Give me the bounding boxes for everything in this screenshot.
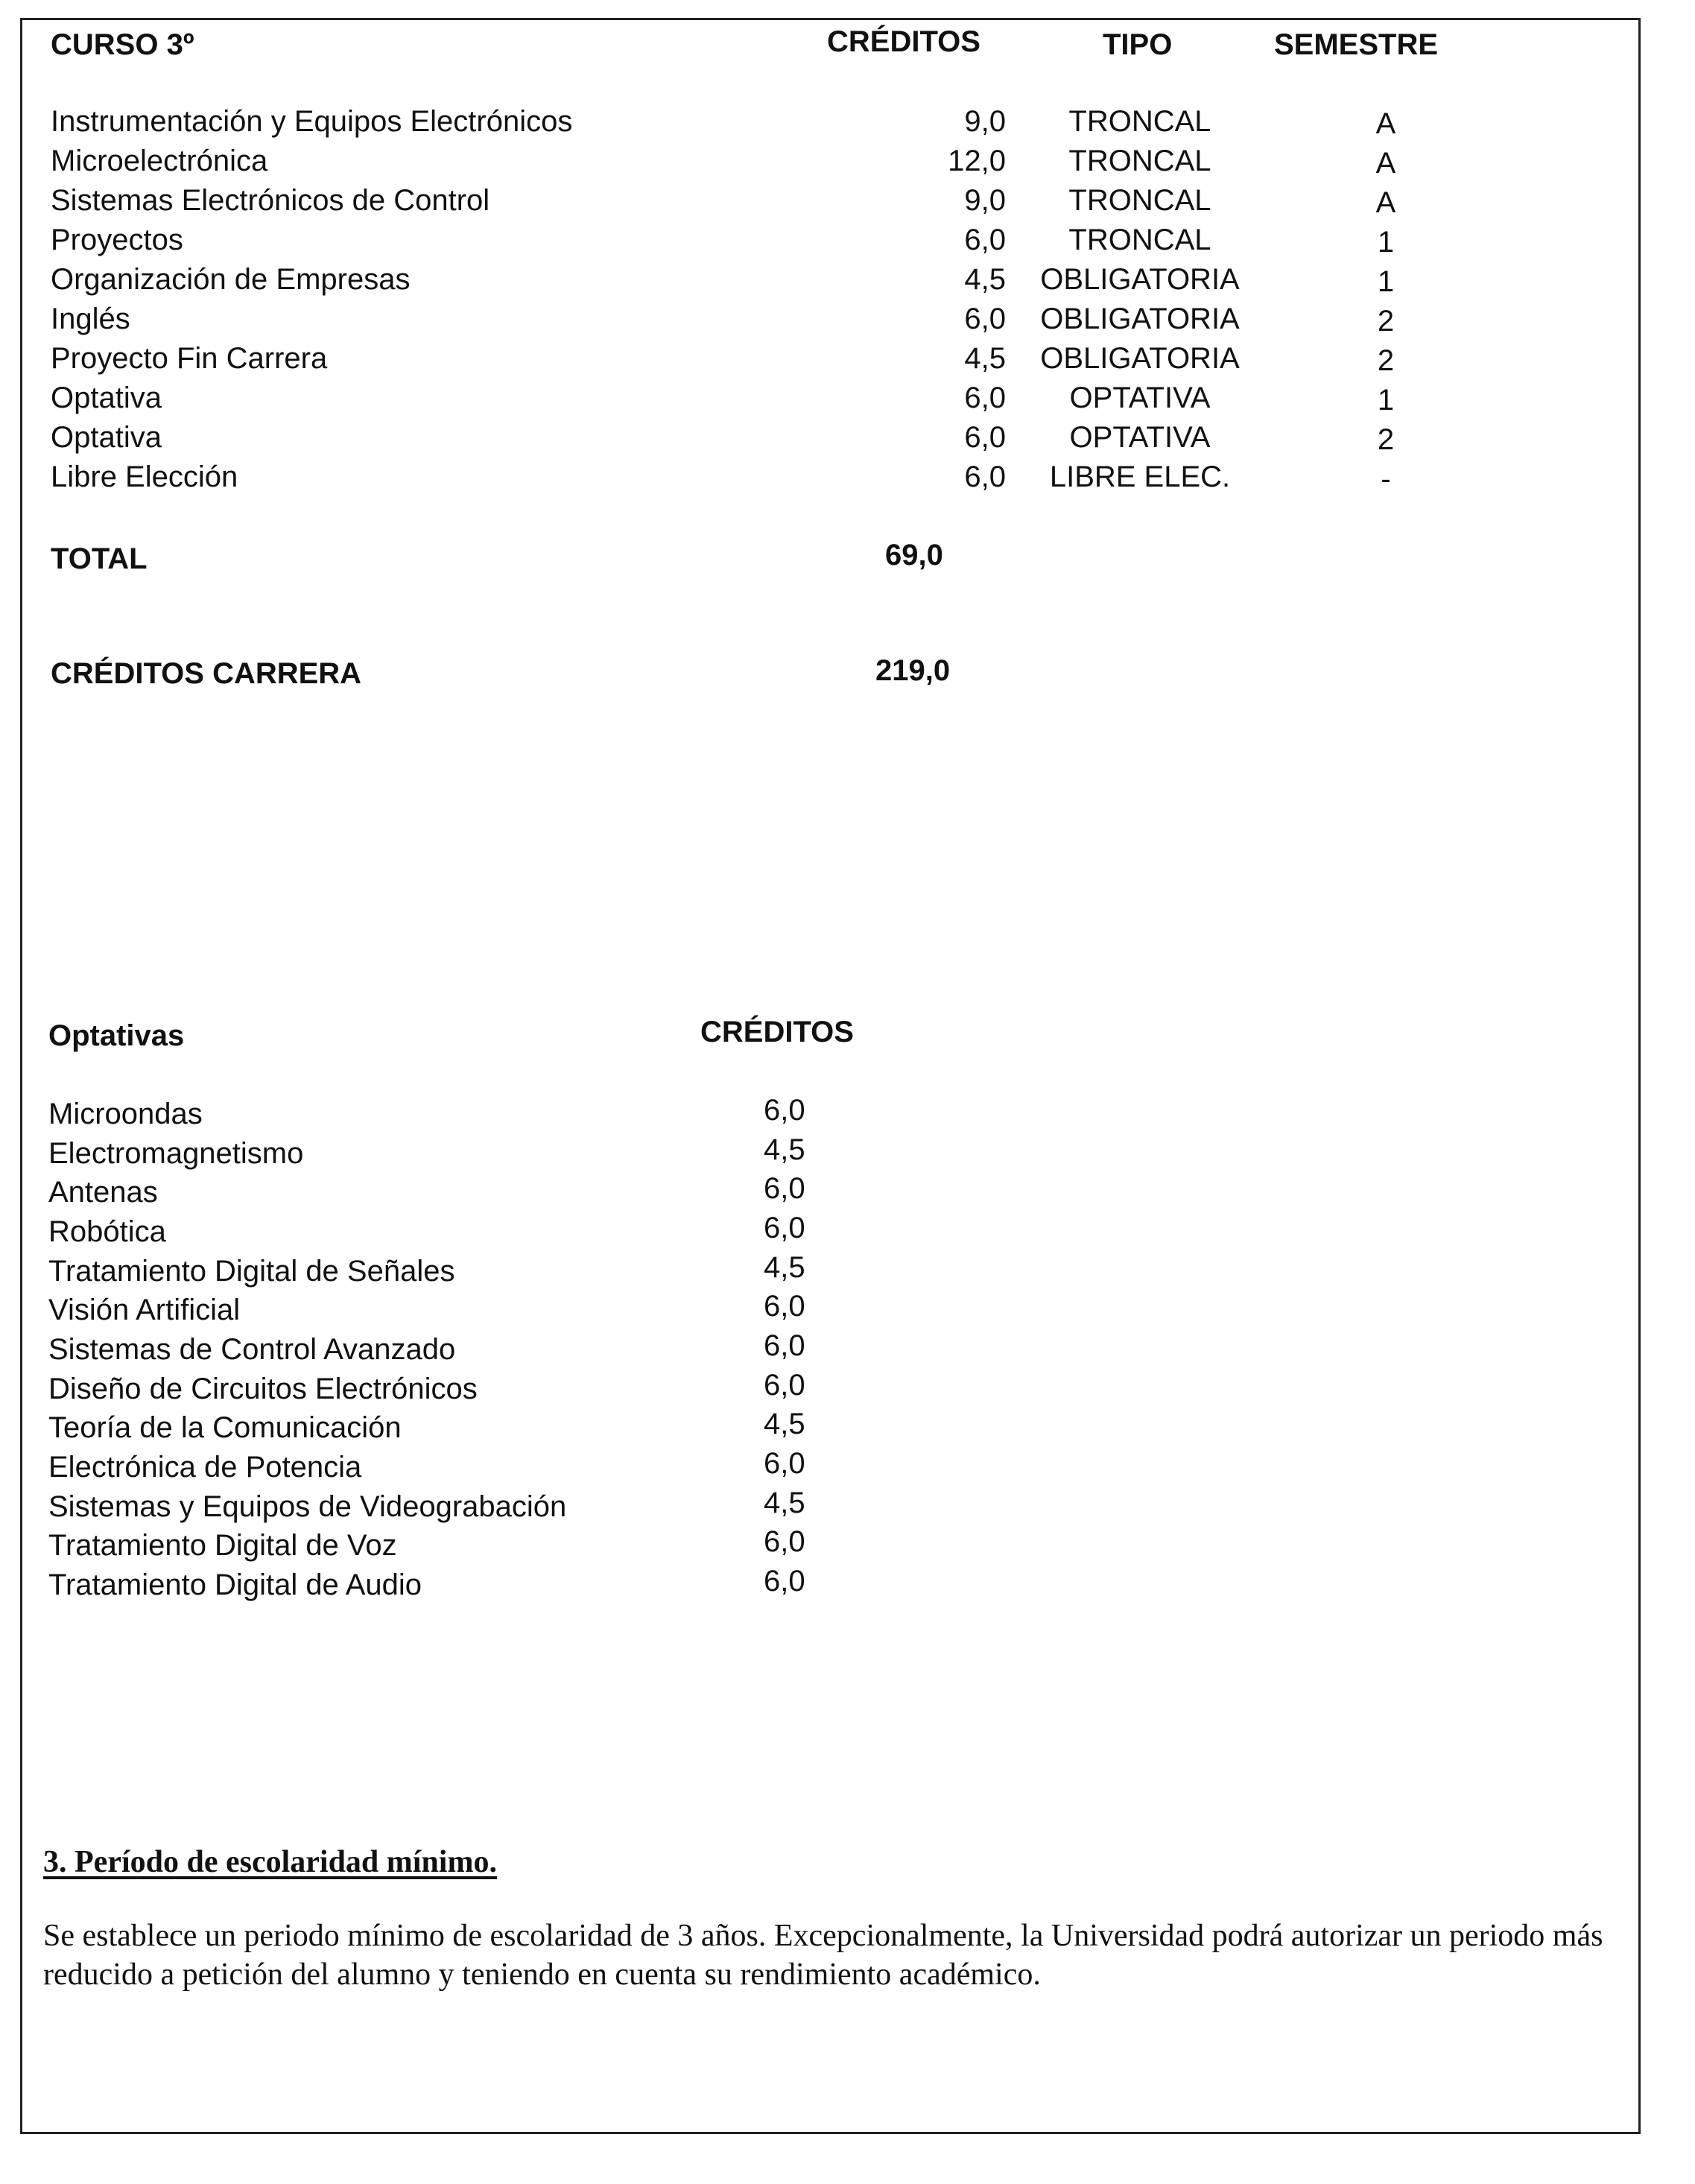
optativa-name: Robótica: [48, 1215, 166, 1248]
optativa-name: Electrónica de Potencia: [48, 1451, 362, 1484]
section-paragraph: Se establece un periodo mínimo de escolaridad de 3 años. Excepcionalmente, la Universidad podrá autorizar un periodo más reducido a petición del alumno y teniendo en cuenta su rendimiento académico.: [43, 1919, 1603, 1992]
optativa-credits: 6,0: [764, 1094, 805, 1127]
header-curso: CURSO 3º: [51, 28, 194, 61]
subject-credits: 4,5: [964, 342, 1006, 375]
subject-credits: 6,0: [964, 303, 1006, 335]
creditos-carrera-label: CRÉDITOS CARRERA: [51, 657, 362, 690]
subject-credits: 6,0: [964, 460, 1006, 493]
subject-name: Libre Elección: [51, 460, 238, 493]
subject-type: LIBRE ELEC.: [1049, 460, 1231, 493]
optativa-credits: 6,0: [764, 1172, 805, 1205]
optativa-credits: 6,0: [764, 1212, 805, 1244]
creditos-carrera-value: 219,0: [875, 654, 951, 687]
subject-name: Proyecto Fin Carrera: [51, 342, 328, 375]
subject-semester: -: [1381, 463, 1391, 496]
optativa-name: Tratamiento Digital de Señales: [48, 1255, 455, 1288]
optativa-name: Microondas: [48, 1098, 203, 1130]
subject-name: Optativa: [51, 382, 162, 414]
optativa-name: Sistemas de Control Avanzado: [48, 1333, 456, 1366]
optativas-header: Optativas: [48, 1019, 185, 1052]
subject-semester: 1: [1377, 384, 1395, 417]
header-semestre: SEMESTRE: [1274, 28, 1439, 61]
subject-credits: 9,0: [964, 184, 1006, 217]
optativa-name: Antenas: [48, 1176, 158, 1209]
subject-name: Optativa: [51, 421, 162, 454]
subject-semester: 1: [1377, 265, 1395, 298]
optativa-name: Tratamiento Digital de Voz: [48, 1529, 397, 1562]
subject-type: TRONCAL: [1068, 224, 1211, 256]
subject-credits: 12,0: [948, 145, 1006, 177]
optativa-name: Electromagnetismo: [48, 1137, 304, 1170]
optativa-credits: 6,0: [764, 1369, 805, 1402]
optativa-name: Sistemas y Equipos de Videograbación: [48, 1490, 567, 1523]
optativas-creditos-header: CRÉDITOS: [700, 1016, 854, 1048]
header-tipo: TIPO: [1103, 28, 1173, 61]
subject-semester: A: [1375, 186, 1396, 219]
subject-semester: 2: [1377, 344, 1395, 377]
header-creditos: CRÉDITOS: [827, 25, 980, 58]
subject-name: Organización de Empresas: [51, 263, 411, 296]
total-value: 69,0: [885, 539, 943, 572]
subject-type: OBLIGATORIA: [1040, 263, 1240, 296]
subject-type: OBLIGATORIA: [1040, 303, 1240, 335]
optativa-credits: 6,0: [764, 1329, 805, 1362]
subject-semester: 2: [1377, 423, 1395, 456]
optativa-credits: 4,5: [764, 1408, 805, 1440]
subject-name: Microelectrónica: [51, 145, 268, 177]
subject-type: OPTATIVA: [1069, 382, 1211, 414]
optativa-credits: 6,0: [764, 1565, 805, 1598]
subject-semester: A: [1375, 147, 1396, 180]
subject-name: Inglés: [51, 303, 130, 335]
optativa-credits: 6,0: [764, 1525, 805, 1558]
subject-name: Sistemas Electrónicos de Control: [51, 184, 490, 217]
subject-type: TRONCAL: [1068, 105, 1211, 138]
subject-credits: 4,5: [964, 263, 1006, 296]
subject-type: TRONCAL: [1068, 145, 1211, 177]
optativa-name: Tratamiento Digital de Audio: [48, 1569, 422, 1601]
optativa-name: Visión Artificial: [48, 1294, 241, 1326]
subject-credits: 6,0: [964, 382, 1006, 414]
optativa-credits: 4,5: [764, 1487, 805, 1519]
total-label: TOTAL: [51, 542, 148, 575]
subject-type: OPTATIVA: [1069, 421, 1211, 454]
section-title: 3. Período de escolaridad mínimo.: [43, 1845, 497, 1879]
subject-name: Instrumentación y Equipos Electrónicos: [51, 105, 573, 138]
optativa-credits: 4,5: [764, 1251, 805, 1284]
subject-semester: A: [1375, 107, 1396, 140]
subject-credits: 6,0: [964, 224, 1006, 256]
subject-type: OBLIGATORIA: [1040, 342, 1240, 375]
subject-credits: 9,0: [964, 105, 1006, 138]
subject-semester: 2: [1377, 305, 1395, 338]
optativa-credits: 6,0: [764, 1447, 805, 1480]
subject-credits: 6,0: [964, 421, 1006, 454]
subject-semester: 1: [1377, 226, 1395, 259]
optativa-credits: 6,0: [764, 1290, 805, 1323]
subject-name: Proyectos: [51, 224, 183, 256]
optativa-name: Diseño de Circuitos Electrónicos: [48, 1373, 478, 1405]
subject-type: TRONCAL: [1068, 184, 1211, 217]
optativa-name: Teoría de la Comunicación: [48, 1411, 402, 1444]
optativa-credits: 4,5: [764, 1133, 805, 1166]
